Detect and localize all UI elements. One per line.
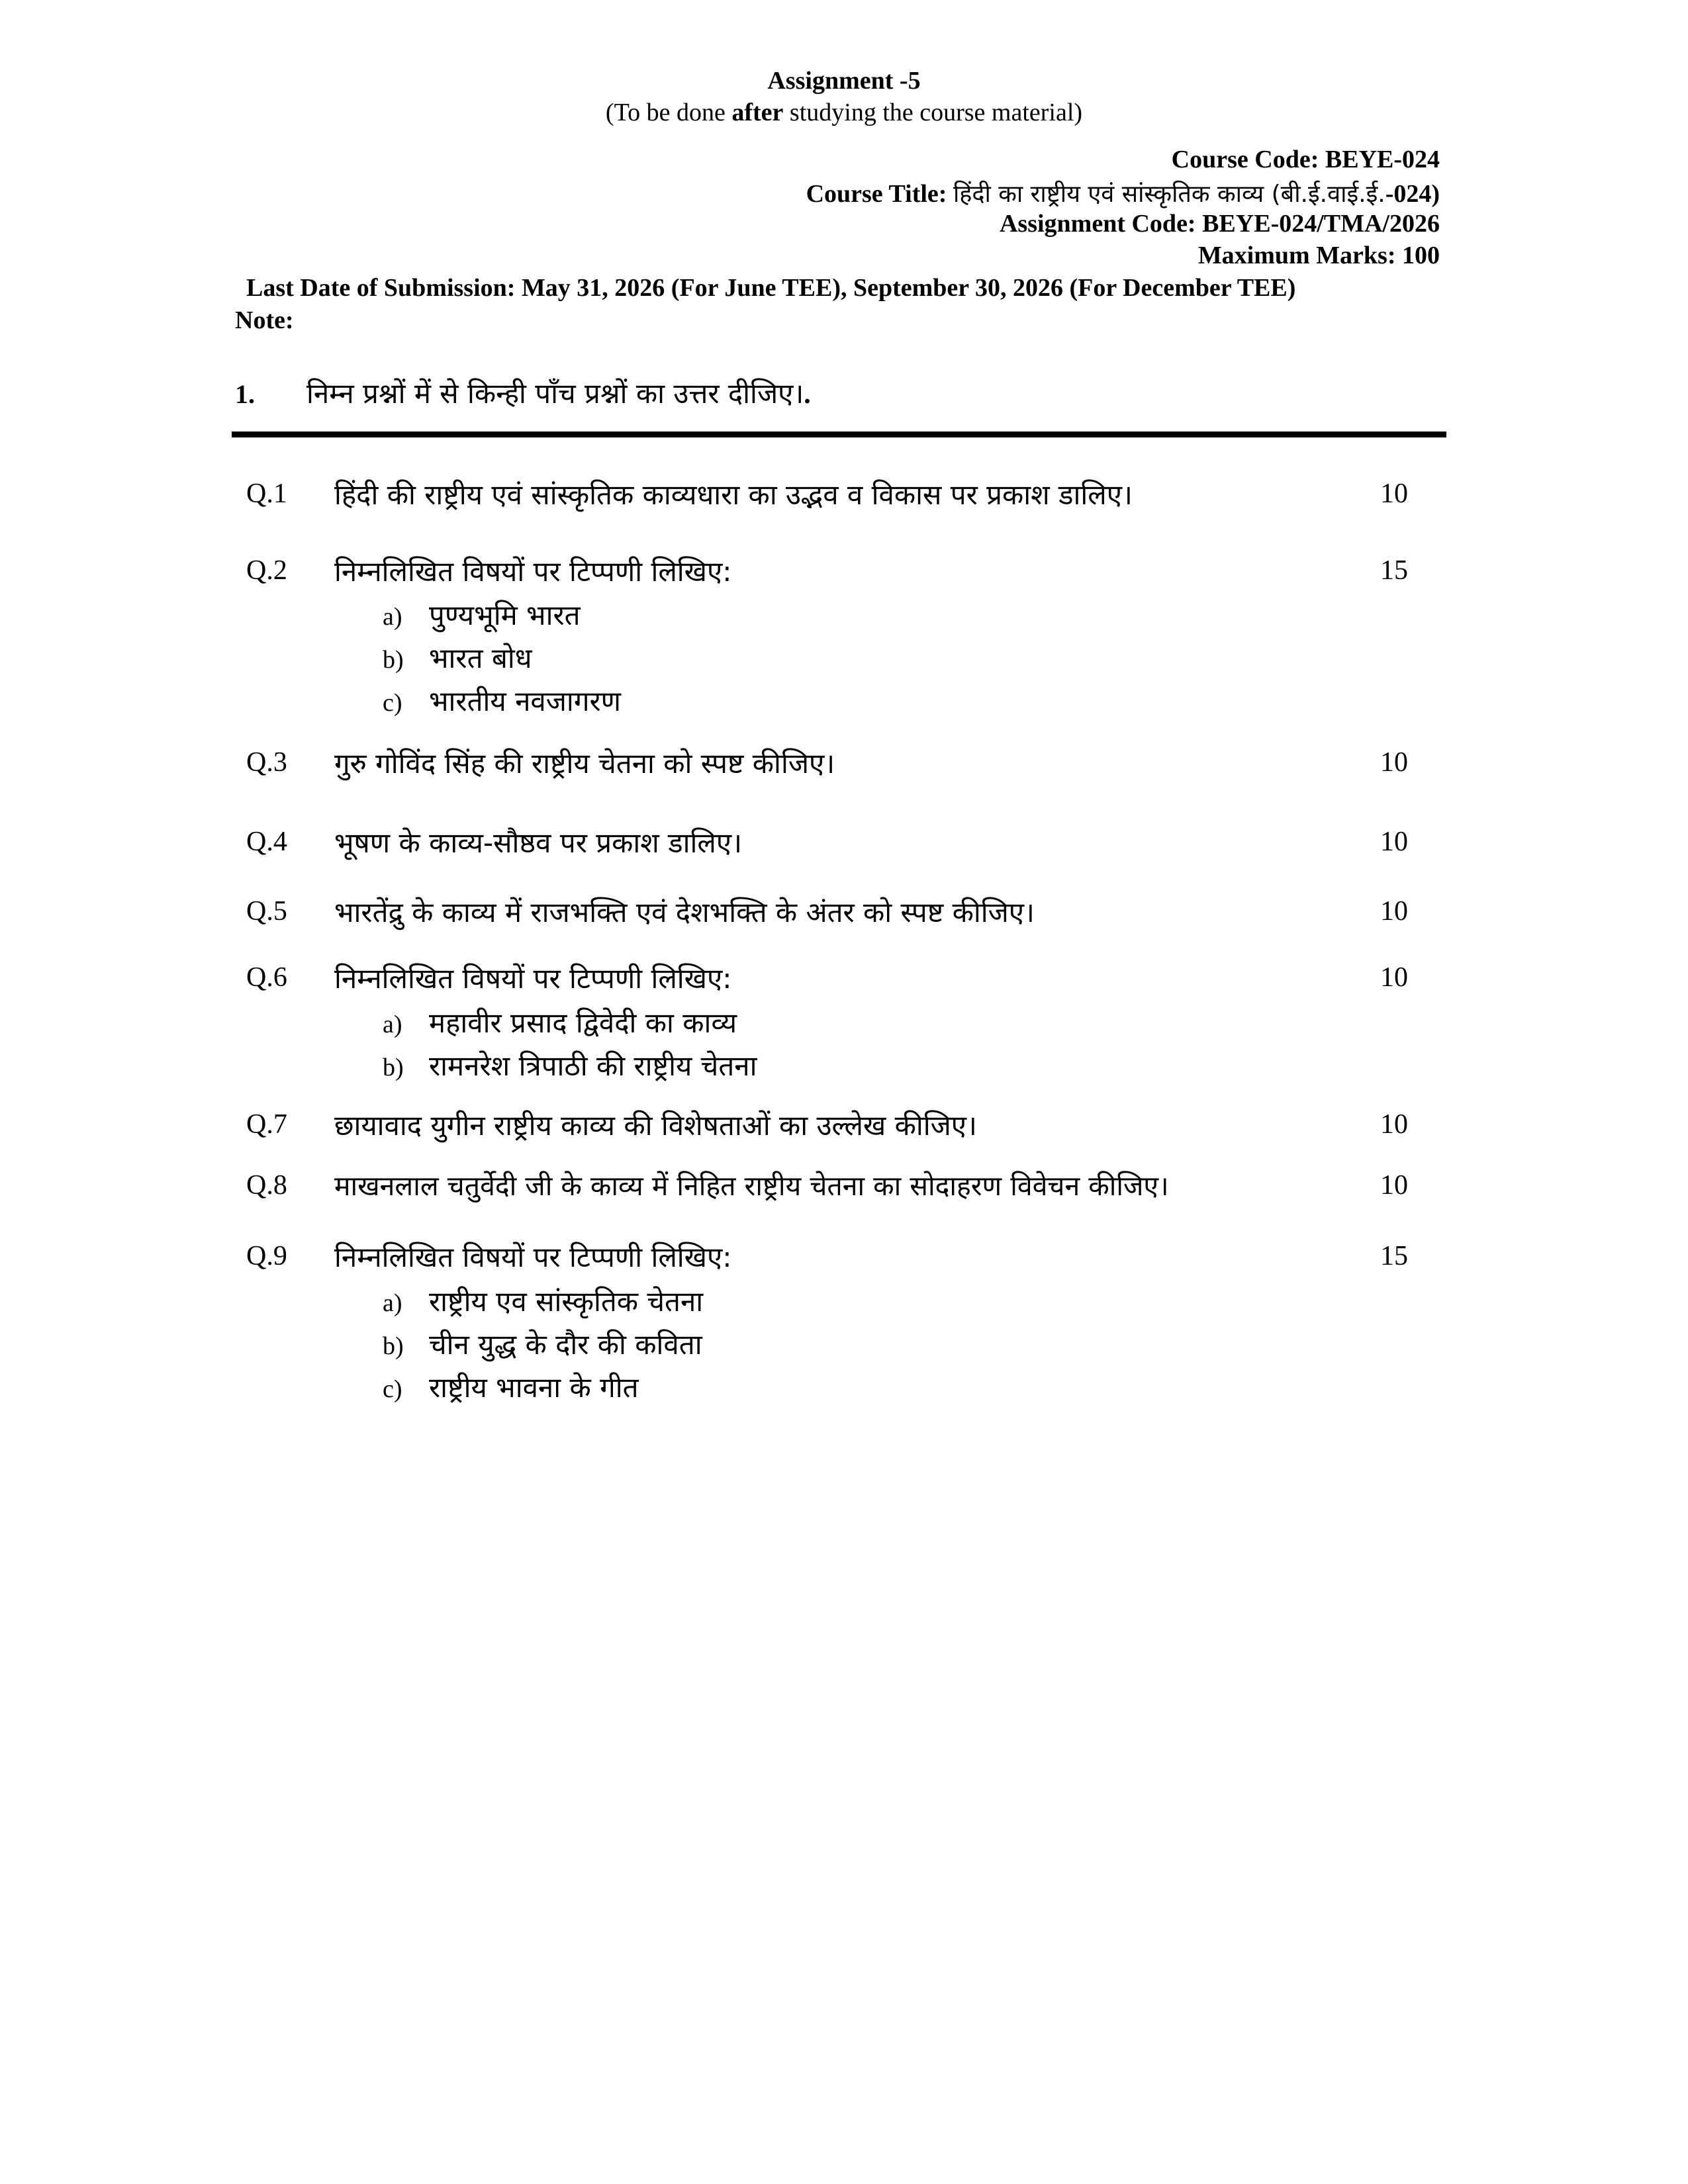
instruction-text (306, 374, 811, 412)
course-title-hindi: हिंदी का राष्ट्रीय एवं सांस्कृतिक काव्य (बी.ई.वाई.ई. (953, 181, 1385, 208)
sub-item-label: c) (383, 689, 402, 717)
course-title (806, 177, 1440, 209)
sub-item-label: a) (383, 603, 402, 631)
subtitle-emphasis: after (731, 99, 784, 126)
sub-item-label: c) (383, 1375, 402, 1403)
question-marks: 15 (1380, 1241, 1408, 1271)
question-number: Q.9 (246, 1241, 287, 1271)
subtitle-text: (To be done (605, 99, 732, 126)
question-marks: 10 (1380, 1109, 1408, 1140)
sub-item-label: b) (383, 646, 404, 674)
sub-item-label: a) (383, 1289, 402, 1317)
question-number: Q.6 (246, 962, 287, 993)
question-text: भारतेंद्रु के काव्य में राजभक्ति एवं देशभक्ति के अंतर को स्पष्ट कीजिए। (334, 896, 1035, 929)
sub-item-label: b) (383, 1332, 404, 1360)
question-number: Q.8 (246, 1170, 287, 1201)
assignment-title: Assignment -5 (767, 67, 921, 95)
question-number: Q.2 (246, 555, 287, 586)
sub-item-text: राष्ट्रीय एव सांस्कृतिक चेतना (429, 1285, 704, 1318)
question-text: निम्नलिखित विषयों पर टिप्पणी लिखिए: (334, 962, 732, 995)
assignment-code: Assignment Code: BEYE-024/TMA/2026 (999, 210, 1440, 238)
maximum-marks: Maximum Marks: 100 (1197, 242, 1440, 269)
question-number: Q.5 (246, 896, 287, 927)
sub-item-text: चीन युद्ध के दौर की कविता (429, 1328, 702, 1361)
question-text: छायावाद युगीन राष्ट्रीय काव्य की विशेषताओं का उल्लेख कीजिए। (334, 1109, 977, 1142)
instruction-number: 1. (235, 379, 255, 409)
question-number: Q.7 (246, 1109, 287, 1140)
question-text: माखनलाल चतुर्वेदी जी के काव्य में निहित राष्ट्रीय चेतना का सोदाहरण विवेचन कीजिए। (334, 1170, 1169, 1202)
subtitle-text-end: studying the course material) (783, 99, 1083, 126)
last-date-of-submission: Last Date of Submission: May 31, 2026 (For June TEE), September 30, 2026 (For December TEE) (246, 274, 1296, 302)
sub-item-text: भारत बोध (429, 642, 532, 674)
course-title-label: Course Title: (806, 180, 953, 208)
sub-item-text: पुण्यभूमि भारत (429, 599, 581, 631)
sub-item-label: a) (383, 1011, 402, 1038)
question-marks: 10 (1380, 747, 1408, 778)
instruction-period: . (804, 379, 811, 410)
sub-item-text: भारतीय नवजागरण (429, 685, 622, 717)
question-marks: 10 (1380, 1170, 1408, 1201)
sub-item-label: b) (383, 1054, 404, 1081)
note-label: Note: (235, 306, 294, 334)
instruction-hindi: निम्न प्रश्नों में से किन्ही पाँच प्रश्नों का उत्तर दीजिए। (306, 377, 804, 410)
assignment-subtitle (0, 98, 1688, 127)
question-number: Q.1 (246, 478, 287, 509)
question-text: भूषण के काव्य-सौष्ठव पर प्रकाश डालिए। (334, 827, 743, 859)
sub-item-text: महावीर प्रसाद द्विवेदी का काव्य (429, 1007, 737, 1039)
question-number: Q.4 (246, 827, 287, 857)
question-marks: 15 (1380, 555, 1408, 586)
course-code: Course Code: BEYE-024 (1171, 146, 1440, 173)
sub-item-text: राष्ट्रीय भावना के गीत (429, 1371, 639, 1404)
course-title-suffix: -024) (1385, 180, 1440, 208)
question-marks: 10 (1380, 827, 1408, 857)
question-text: हिंदी की राष्ट्रीय एवं सांस्कृतिक काव्यधारा का उद्भव व विकास पर प्रकाश डालिए। (334, 478, 1133, 511)
section-divider (232, 432, 1446, 437)
sub-item-text: रामनरेश त्रिपाठी की राष्ट्रीय चेतना (429, 1050, 757, 1082)
question-text: निम्नलिखित विषयों पर टिप्पणी लिखिए: (334, 1241, 732, 1273)
question-number: Q.3 (246, 747, 287, 778)
question-text: गुरु गोविंद सिंह की राष्ट्रीय चेतना को स्पष्ट कीजिए। (334, 747, 835, 780)
question-marks: 10 (1380, 478, 1408, 509)
question-text: निम्नलिखित विषयों पर टिप्पणी लिखिए: (334, 555, 732, 588)
question-marks: 10 (1380, 896, 1408, 927)
question-marks: 10 (1380, 962, 1408, 993)
